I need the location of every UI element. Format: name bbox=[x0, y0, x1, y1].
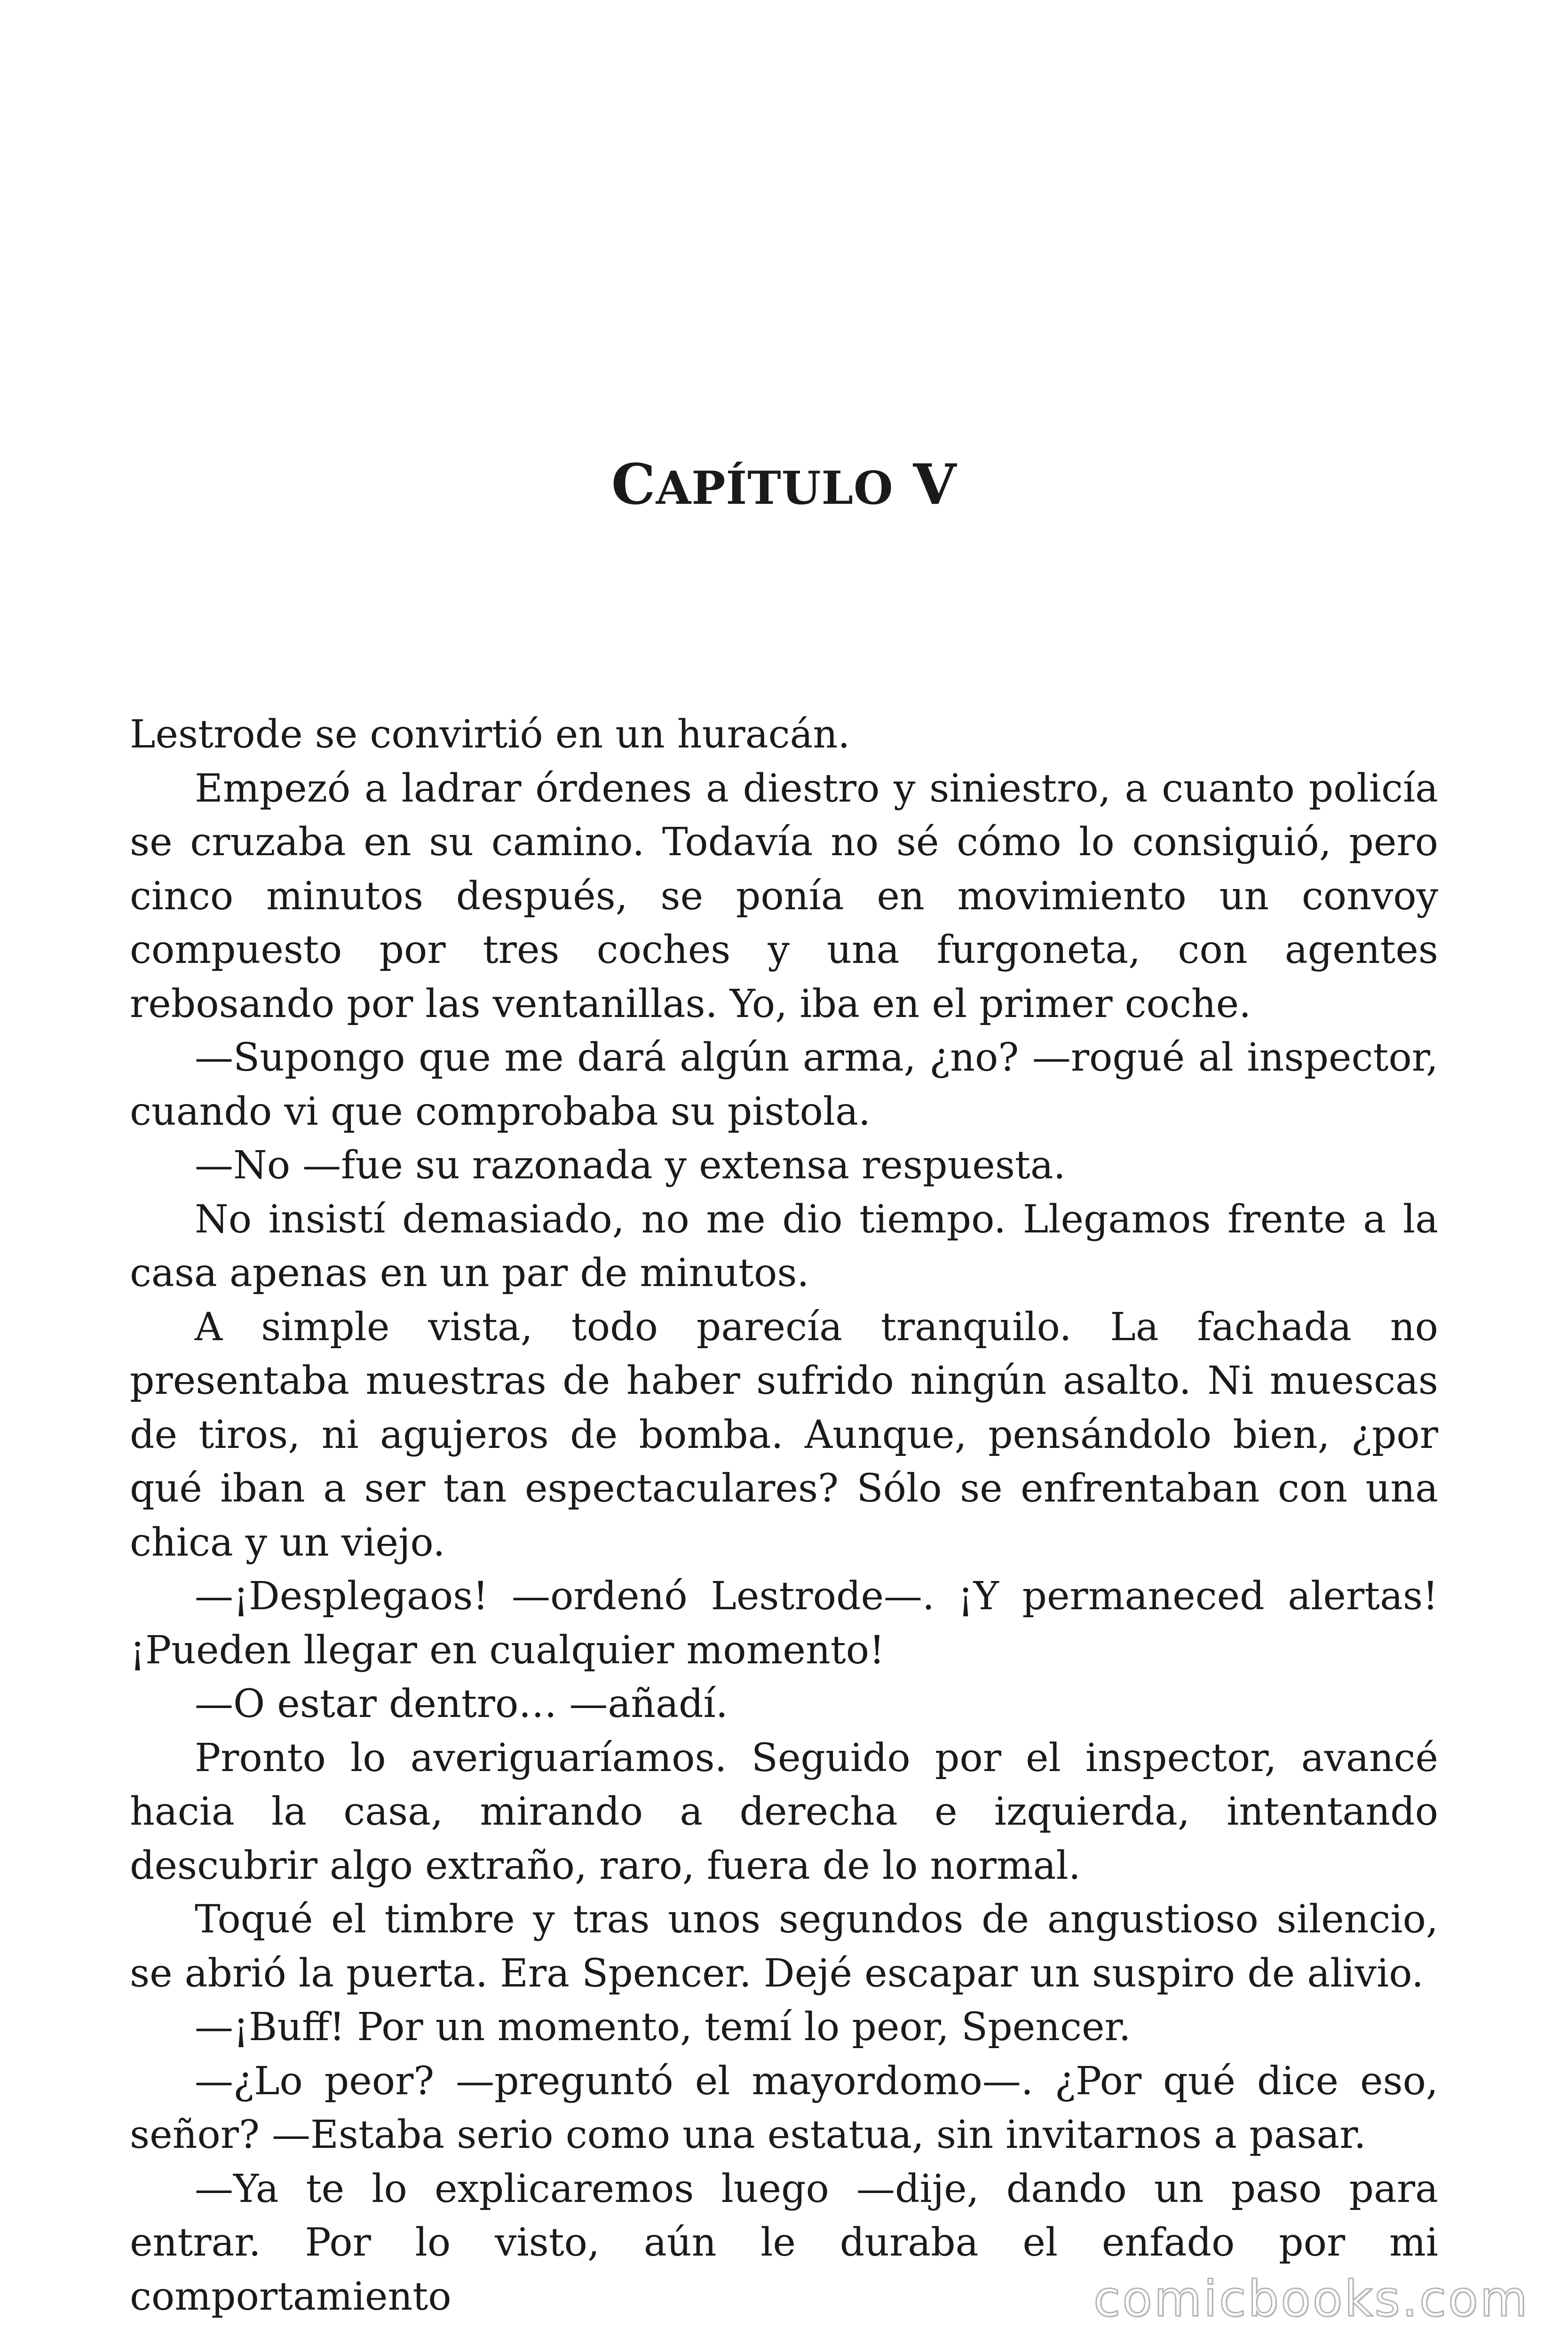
chapter-body bbox=[130, 708, 1438, 2324]
paragraph: —O estar dentro… —añadí. bbox=[195, 1682, 728, 1726]
paragraph: —¡Buff! Por un momento, temí lo peor, Spencer. bbox=[195, 2005, 1131, 2050]
paragraph: Toqué el timbre y tras unos segundos de angustioso silencio, se abrió la puerta. Era Spencer. Dejé escapar un suspiro de alivio. bbox=[130, 1897, 1438, 1996]
paragraph: —Ya te lo explicaremos luego —dije, dando un paso para entrar. Por lo visto, aún le duraba el enfado por mi comportamiento bbox=[130, 2166, 1438, 2319]
chapter-title-rest: APÍTULO bbox=[656, 461, 894, 515]
paragraph: —Supongo que me dará algún arma, ¿no? —rogué al inspector, cuando vi que comprobaba su pistola. bbox=[130, 1035, 1438, 1134]
paragraph: —¿Lo peor? —preguntó el mayordomo—. ¿Por qué dice eso, señor? —Estaba serio como una estatua, sin invitarnos a pasar. bbox=[130, 2058, 1438, 2157]
paragraph: Lestrode se convirtió en un huracán. bbox=[130, 712, 850, 757]
chapter-title-initial: C bbox=[611, 452, 656, 517]
watermark: comicbooks.com bbox=[1093, 2270, 1529, 2328]
chapter-title bbox=[0, 452, 1568, 517]
paragraph: —No —fue su razonada y extensa respuesta. bbox=[195, 1143, 1066, 1188]
paragraph: A simple vista, todo parecía tranquilo. La fachada no presentaba muestras de haber sufrido ningún asalto. Ni muescas de tiros, ni agujeros de bomba. Aunque, pensándolo bien, ¿por qué iban a ser tan espectaculares? Sólo se enfrentaban con una chica y un viejo. bbox=[130, 1304, 1438, 1565]
paragraph: Pronto lo averiguaríamos. Seguido por el inspector, avancé hacia la casa, mirando a derecha e izquierda, intentando descubrir algo extraño, raro, fuera de lo normal. bbox=[130, 1735, 1438, 1888]
paragraph: No insistí demasiado, no me dio tiempo. Llegamos frente a la casa apenas en un par de minutos. bbox=[130, 1197, 1438, 1295]
chapter-number: V bbox=[913, 452, 957, 517]
paragraph: —¡Desplegaos! —ordenó Lestrode—. ¡Y permaneced alertas! ¡Pueden llegar en cualquier momento! bbox=[130, 1574, 1438, 1673]
paragraph: Empezó a ladrar órdenes a diestro y siniestro, a cuanto policía se cruzaba en su camino. Todavía no sé cómo lo consiguió, pero cinco minutos después, se ponía en movimiento un convoy compuesto por tres coches y una furgoneta, con agentes rebosando por las ventanillas. Yo, iba en el primer coche. bbox=[130, 766, 1438, 1026]
